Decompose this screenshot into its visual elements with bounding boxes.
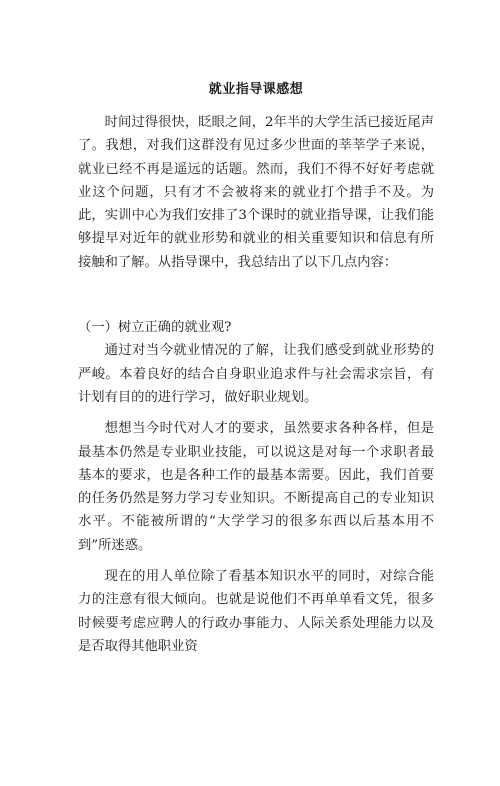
section-heading: （一）树立正确的就业观? [78, 320, 232, 336]
intro-paragraph: 时间过得很快，眨眼之间，2年半的大学生活已接近尾声了。我想，对我们这群没有见过多少世面的莘莘学子来说，就业已经不再是遥远的话题。然而，我们不得不好好考虑就业这个问题，只有才不会被将来的就业打个措手不及。为此，实训中心为我们安排了3个课时的就业指导课，让我们能够提早对近年的就业形势和就业的相关重要知识和信息有所接触和了解。从指导课中，我总结出了以下几点内容： [78, 115, 434, 270]
body-paragraph: 通过对当今就业情况的了解，让我们感受到就业形势的严峻。本着良好的结合自身职业追求件与社会需求宗旨，有计划有目的的进行学习，做好职业规划。 [78, 343, 434, 405]
body-paragraph: 想想当今时代对人才的要求，虽然要求各种各样，但是最基本仍然是专业职业技能，可以说这是对每一个求职者最基本的要求，也是各种工作的最基本需要。因此，我们首要的任务仍然是努力学习专业知识。不断提高自己的专业知识水平。不能被所谓的“大学学习的很多东西以后基本用不到”所迷惑。 [78, 421, 434, 553]
document-title: 就业指导课感想 [208, 82, 304, 97]
document-page [0, 78, 500, 786]
body-paragraph: 现在的用人单位除了看基本知识水平的同时，对综合能力的注意有很大倾向。也就是说他们不再单单看文凭，很多时候要考虑应聘人的行政办事能力、人际关系处理能力以及是否取得其他职业资 [78, 569, 434, 654]
